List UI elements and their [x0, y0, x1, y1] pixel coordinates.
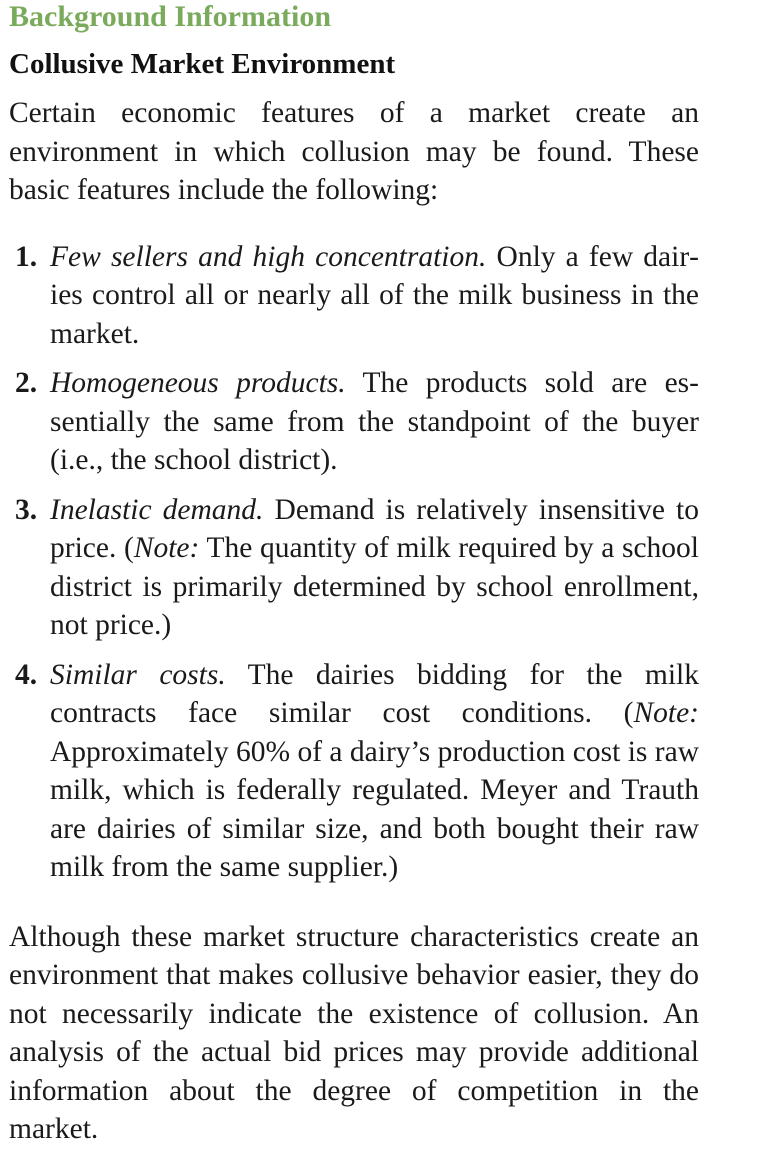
feature-number: 3. [15, 493, 38, 526]
section-title: Background Information [9, 0, 332, 33]
feature-term: Homogeneous products. [50, 367, 346, 399]
feature-text: The products sold are essentially the same from the standpoint of the buyer (i.e., the school district). [50, 367, 699, 476]
feature-number: 1. [15, 240, 38, 273]
feature-term: Similar costs. [50, 658, 226, 691]
feature-term: Inelastic demand. [50, 493, 264, 526]
closing-paragraph: Although these market structure characteristics create an environment that makes collusive behavior easier, they do not necessarily indicate the existence of collusion. An analysis of the actual bid prices may provide additional information about the degree of competition in the market. [9, 920, 699, 1145]
feature-item-4 [9, 656, 699, 887]
feature-item-1 [9, 238, 699, 354]
feature-text: Demand is relatively insensitive to price. ( [50, 493, 699, 564]
note-label: Note: [133, 532, 200, 564]
feature-term: Few sellers and high concentration. [50, 240, 487, 273]
feature-item-2 [9, 364, 699, 480]
note-text: Approximately 60% of a dairy’s production cost is raw milk, which is federally regulated. Meyer and Trauth are dairies of similar size, and both bought their raw milk from the same supplier.) [50, 735, 699, 883]
feature-item-3 [9, 491, 699, 645]
feature-text: The dairies bidding for the milk contracts face similar cost conditions. ( [50, 658, 699, 729]
feature-text: Only a few dairies control all or nearly all of the milk business in the market. [50, 240, 699, 350]
subsection-title: Collusive Market Environment [9, 48, 396, 80]
features-list [9, 238, 699, 887]
note-label: Note: [633, 697, 699, 729]
intro-paragraph: Certain economic features of a market create an environment in which collusion may be found. These basic features include the following: [9, 97, 699, 206]
feature-number: 2. [15, 367, 38, 399]
feature-number: 4. [15, 658, 38, 691]
document-page [9, 0, 699, 1149]
note-text: The quantity of milk required by a school district is primarily determined by school enrollment, not price.) [50, 532, 699, 641]
